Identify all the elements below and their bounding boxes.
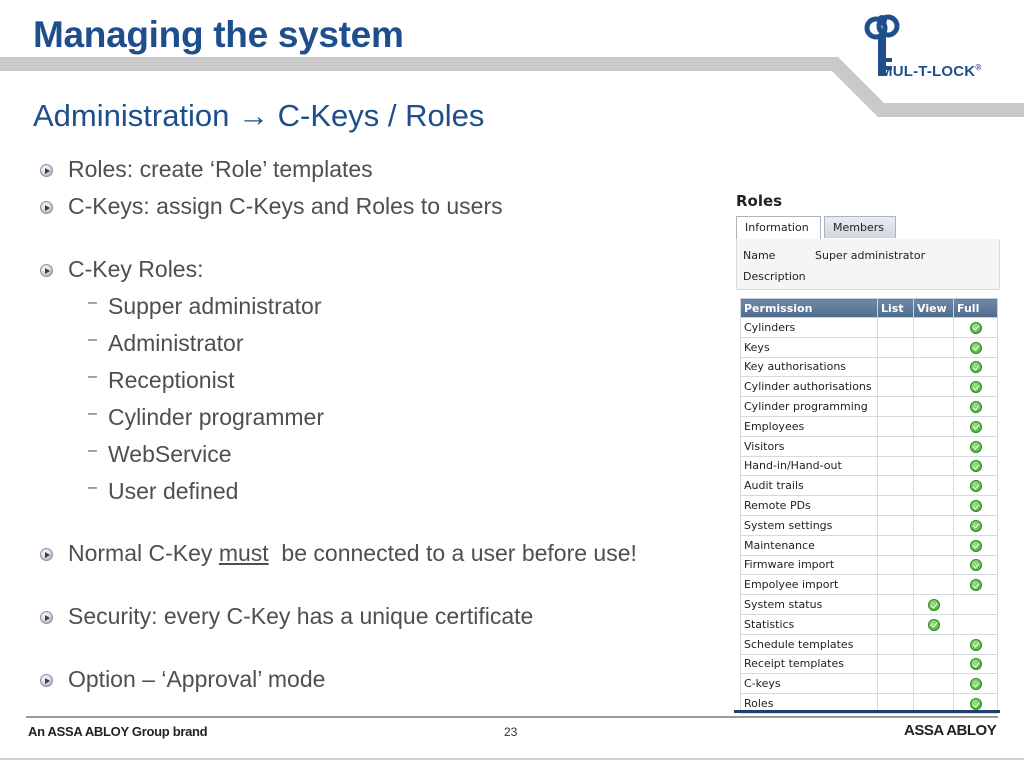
permission-name-cell: System settings [741,515,878,535]
tab-bar [736,214,1000,240]
permission-list-cell[interactable] [878,318,914,338]
table-row[interactable] [741,634,998,654]
check-circle-icon [970,441,982,453]
table-row[interactable] [741,674,998,694]
column-header-permission[interactable]: Permission [741,299,878,318]
table-row[interactable] [741,555,998,575]
permission-name-cell: Key authorisations [741,357,878,377]
permission-table-body [741,318,998,714]
bottom-rule [0,758,1024,760]
permission-view-cell[interactable] [914,555,954,575]
table-row[interactable] [741,515,998,535]
permission-full-cell[interactable] [954,515,998,535]
name-value: Super administrator [815,249,926,262]
permission-view-cell[interactable] [914,476,954,496]
table-row[interactable] [741,535,998,555]
permission-view-cell[interactable] [914,436,954,456]
permission-list-cell[interactable] [878,436,914,456]
permission-view-cell[interactable] [914,318,954,338]
role-info-form [736,239,1000,290]
permission-list-cell[interactable] [878,357,914,377]
play-bullet-icon [40,264,53,277]
permission-list-cell[interactable] [878,634,914,654]
page-number: 23 [504,725,518,739]
permission-name-cell: Cylinders [741,318,878,338]
permission-view-cell[interactable] [914,515,954,535]
permission-full-cell[interactable] [954,416,998,436]
permission-table [740,298,998,714]
permission-list-cell[interactable] [878,674,914,694]
play-bullet-icon [40,674,53,687]
permission-list-cell[interactable] [878,337,914,357]
column-header-full[interactable]: Full [954,299,998,318]
permission-view-cell[interactable] [914,337,954,357]
permission-full-cell[interactable] [954,595,998,615]
table-row[interactable] [741,654,998,674]
permission-list-cell[interactable] [878,476,914,496]
permission-full-cell[interactable] [954,318,998,338]
permission-name-cell: Visitors [741,436,878,456]
permission-list-cell[interactable] [878,397,914,417]
permission-view-cell[interactable] [914,456,954,476]
permission-full-cell[interactable] [954,436,998,456]
table-row[interactable] [741,318,998,338]
permission-full-cell[interactable] [954,654,998,674]
permission-full-cell[interactable] [954,357,998,377]
table-row[interactable] [741,595,998,615]
permission-list-cell[interactable] [878,535,914,555]
permission-full-cell[interactable] [954,555,998,575]
tab-members[interactable]: Members [824,216,896,238]
permission-name-cell: Firmware import [741,555,878,575]
permission-full-cell[interactable] [954,476,998,496]
permission-view-cell[interactable] [914,377,954,397]
permission-list-cell[interactable] [878,377,914,397]
permission-name-cell: Statistics [741,614,878,634]
permission-name-cell: Remote PDs [741,496,878,516]
slide-title: Managing the system [33,14,404,55]
permission-name-cell: Cylinder authorisations [741,377,878,397]
table-row[interactable] [741,436,998,456]
table-row[interactable] [741,416,998,436]
check-circle-icon [970,381,982,393]
name-label: Name [743,249,776,262]
column-header-view[interactable]: View [914,299,954,318]
check-circle-icon [970,520,982,532]
check-circle-icon [970,500,982,512]
check-circle-icon [970,401,982,413]
permission-name-cell: Empolyee import [741,575,878,595]
table-row[interactable] [741,496,998,516]
footer-divider [26,716,998,718]
roles-panel [734,190,1000,715]
permission-list-cell[interactable] [878,456,914,476]
permission-full-cell[interactable] [954,575,998,595]
permission-view-cell[interactable] [914,654,954,674]
permission-list-cell[interactable] [878,416,914,436]
permission-name-cell: Roles [741,694,878,714]
permission-view-cell[interactable] [914,496,954,516]
permission-view-cell[interactable] [914,614,954,634]
permission-list-cell[interactable] [878,595,914,615]
check-circle-icon [928,619,940,631]
table-header-row [741,299,998,318]
brand-logo-text: MUL-T-LOCK® [880,63,982,80]
check-circle-icon [970,698,982,710]
permission-name-cell: System status [741,595,878,615]
permission-full-cell[interactable] [954,674,998,694]
permission-list-cell[interactable] [878,575,914,595]
check-circle-icon [970,361,982,373]
permission-name-cell: Hand-in/Hand-out [741,456,878,476]
play-bullet-icon [40,611,53,624]
table-row[interactable] [741,377,998,397]
check-circle-icon [970,639,982,651]
check-circle-icon [970,540,982,552]
check-circle-icon [970,342,982,354]
permission-full-cell[interactable] [954,535,998,555]
permission-name-cell: Schedule templates [741,634,878,654]
permission-name-cell: Audit trails [741,476,878,496]
permission-list-cell[interactable] [878,555,914,575]
check-circle-icon [970,460,982,472]
permission-name-cell: Employees [741,416,878,436]
check-circle-icon [970,658,982,670]
permission-full-cell[interactable] [954,634,998,654]
table-row[interactable] [741,614,998,634]
table-row[interactable] [741,575,998,595]
check-circle-icon [970,579,982,591]
play-bullet-icon [40,201,53,214]
panel-title: Roles [736,192,783,210]
permission-list-cell[interactable] [878,496,914,516]
slide-subtitle: Administration → C-Keys / Roles [33,98,485,133]
check-circle-icon [970,322,982,334]
check-circle-icon [970,559,982,571]
permission-view-cell[interactable] [914,575,954,595]
permission-full-cell[interactable] [954,496,998,516]
permission-list-cell[interactable] [878,654,914,674]
table-row[interactable] [741,337,998,357]
permission-list-cell[interactable] [878,614,914,634]
permission-name-cell: C-keys [741,674,878,694]
table-row[interactable] [741,476,998,496]
footer-brand-text: An ASSA ABLOY Group brand [28,724,208,739]
table-row[interactable] [741,397,998,417]
assa-abloy-logo: ASSA ABLOY [904,722,997,739]
table-row[interactable] [741,357,998,377]
permission-full-cell[interactable] [954,397,998,417]
permission-view-cell[interactable] [914,634,954,654]
check-circle-icon [970,421,982,433]
permission-view-cell[interactable] [914,674,954,694]
permission-full-cell[interactable] [954,377,998,397]
permission-view-cell[interactable] [914,535,954,555]
permission-full-cell[interactable] [954,456,998,476]
permission-view-cell[interactable] [914,397,954,417]
play-bullet-icon [40,164,53,177]
column-header-list[interactable]: List [878,299,914,318]
check-circle-icon [928,599,940,611]
permission-name-cell: Keys [741,337,878,357]
permission-view-cell[interactable] [914,595,954,615]
permission-full-cell[interactable] [954,337,998,357]
permission-name-cell: Cylinder programming [741,397,878,417]
panel-bottom-border [734,710,1000,713]
permission-full-cell[interactable] [954,614,998,634]
arrow-right-icon: → [238,98,270,133]
permission-list-cell[interactable] [878,515,914,535]
tab-information[interactable]: Information [736,216,821,240]
permission-view-cell[interactable] [914,416,954,436]
play-bullet-icon [40,548,53,561]
permission-name-cell: Receipt templates [741,654,878,674]
permission-name-cell: Maintenance [741,535,878,555]
check-circle-icon [970,678,982,690]
description-label: Description [743,270,806,283]
table-row[interactable] [741,456,998,476]
permission-view-cell[interactable] [914,357,954,377]
check-circle-icon [970,480,982,492]
